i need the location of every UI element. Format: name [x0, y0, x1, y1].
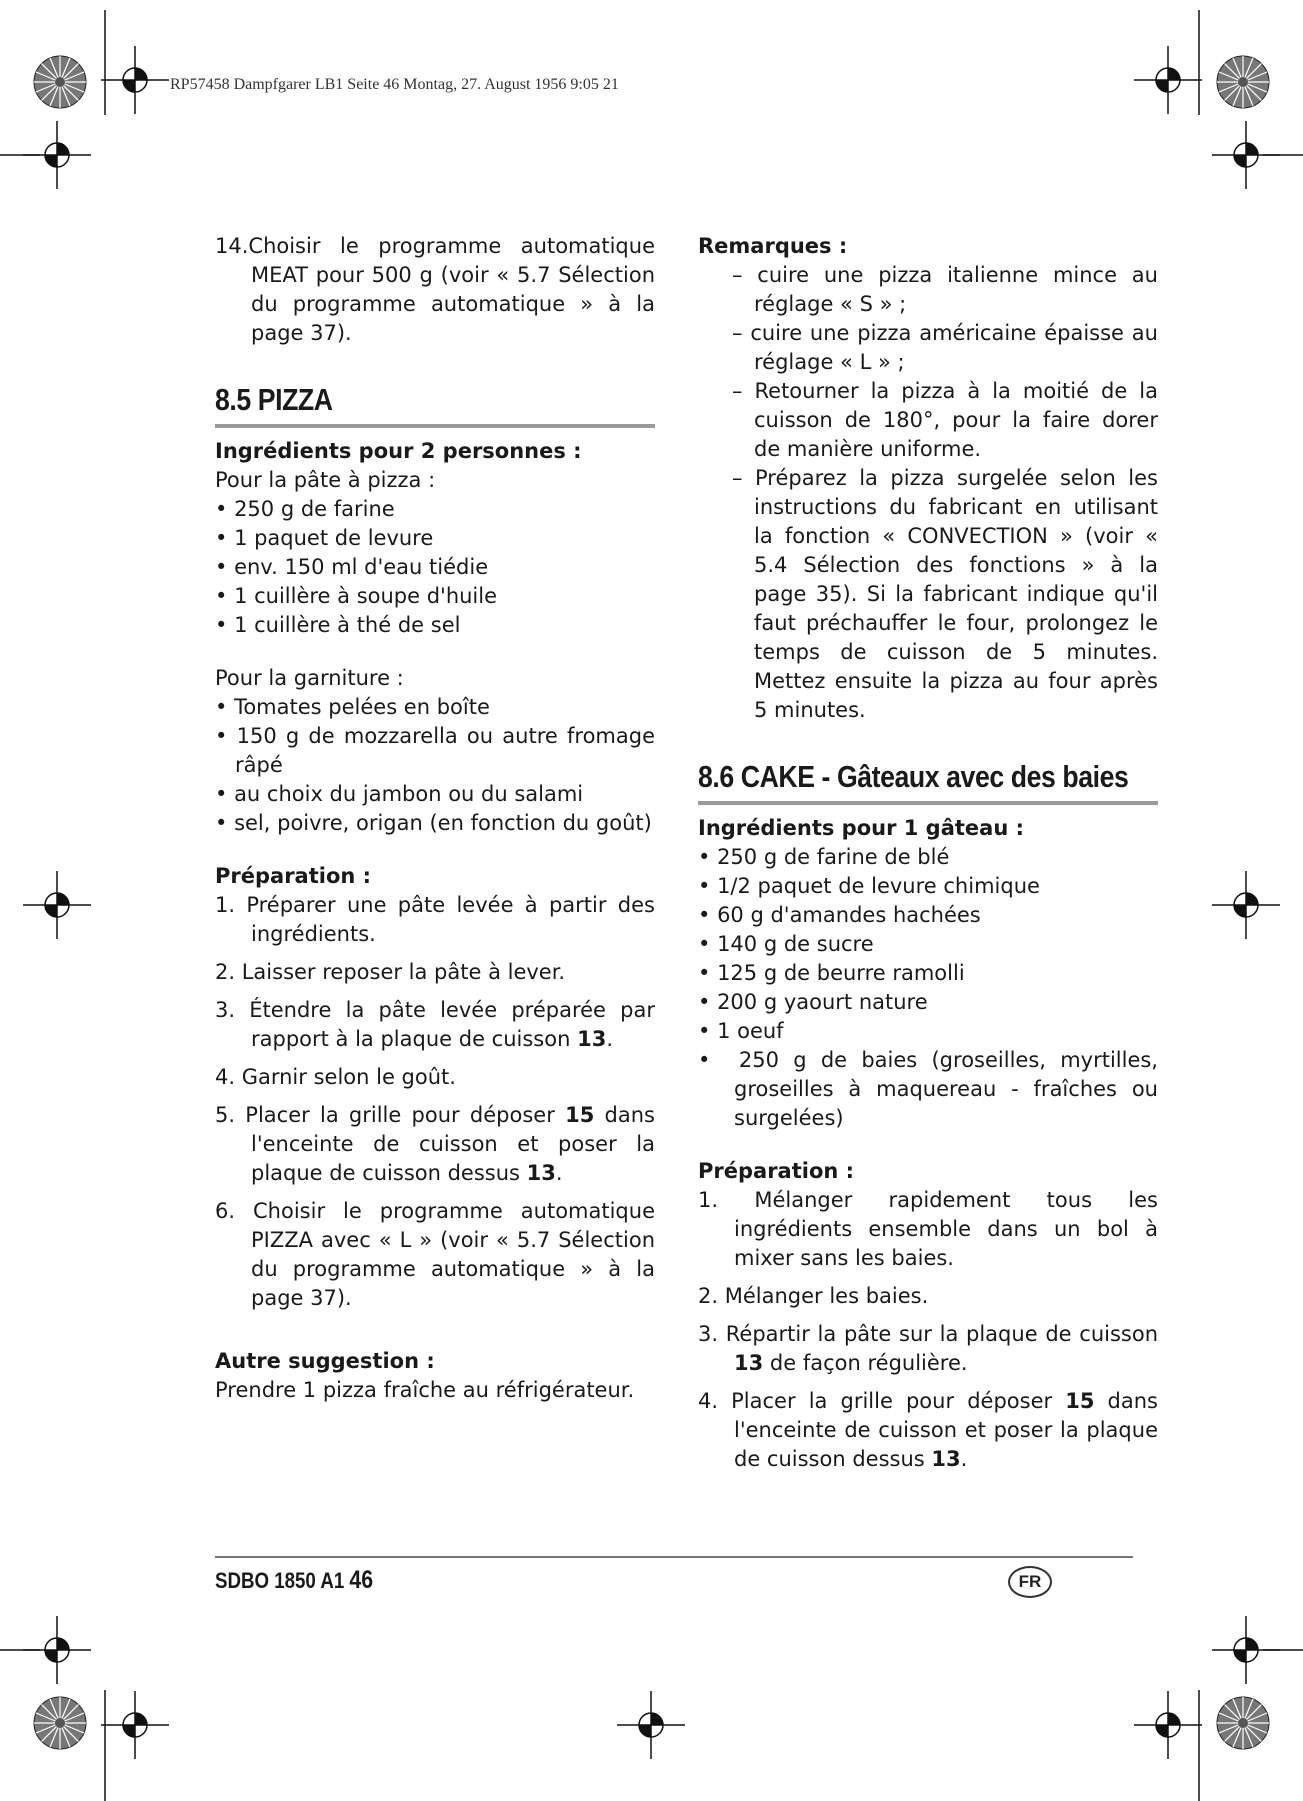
cake-ingredient: • 125 g de beurre ramolli [698, 961, 965, 985]
step-14 [215, 232, 655, 348]
prep-step: 5. Placer la grille pour déposer 15 dans l'enceinte de cuisson et poser la plaque de cuisson dessus 13. [215, 1103, 655, 1185]
cake-ingredient: • 140 g de sucre [698, 932, 874, 956]
prep-step: 3. Étendre la pâte levée préparée par rapport à la plaque de cuisson 13. [215, 998, 655, 1051]
dough-item: • 1 paquet de levure [215, 526, 434, 550]
dough-intro: Pour la pâte à pizza : [215, 468, 436, 492]
footer-rule [215, 1556, 1133, 1558]
prep-step: 6. Choisir le programme automatique PIZZA avec « L » (voir « 5.7 Sélection du programme automatique » à la page 37). [215, 1199, 655, 1310]
section-title-pizza: 8.5 PIZZA [215, 382, 333, 417]
cake-ingredient: • 250 g de baies (groseilles, myrtilles, groseilles à maquereau - fraîches ou surgelées) [698, 1048, 1158, 1130]
remark-item: – cuire une pizza italienne mince au réglage « S » ; [732, 263, 1158, 316]
cake-ingredient: • 1/2 paquet de levure chimique [698, 874, 1040, 898]
cake-ingredient: • 1 oeuf [698, 1019, 784, 1043]
preparation-heading: Préparation : [215, 864, 372, 888]
right-column [698, 232, 1158, 1474]
page-number: 46 [349, 1566, 374, 1594]
topping-item: • Tomates pelées en boîte [215, 695, 490, 719]
cake-step: 1. Mélanger rapidement tous les ingrédients ensemble dans un bol à mixer sans les baies. [698, 1188, 1158, 1270]
other-suggestion-text: Prendre 1 pizza fraîche au réfrigérateur. [215, 1378, 635, 1402]
cake-preparation-heading: Préparation : [698, 1159, 855, 1183]
cake-ingredient: • 60 g d'amandes hachées [698, 903, 981, 927]
section-title-cake: 8.6 CAKE - Gâteaux avec des baies [698, 759, 1129, 794]
step-14-number: 14. [215, 234, 249, 258]
print-slug: RP57458 Dampfgarer LB1 Seite 46 Montag, 27. August 1956 9:05 21 [170, 76, 619, 93]
cake-step: 2. Mélanger les baies. [698, 1284, 929, 1308]
cake-step: 3. Répartir la pâte sur la plaque de cuisson 13 de façon régulière. [698, 1322, 1158, 1375]
dough-item: • 1 cuillère à thé de sel [215, 613, 461, 637]
dough-item: • 250 g de farine [215, 497, 395, 521]
prep-step: 4. Garnir selon le goût. [215, 1065, 456, 1089]
prep-step: 1. Préparer une pâte levée à partir des ingrédients. [215, 893, 655, 946]
model-number: SDBO 1850 A1 [215, 1568, 350, 1593]
topping-intro: Pour la garniture : [215, 666, 404, 690]
cake-ingredients-heading: Ingrédients pour 1 gâteau : [698, 816, 1024, 840]
remark-item: – Retourner la pizza à la moitié de la cuisson de 180°, pour la faire dorer de manière uniforme. [732, 379, 1158, 461]
left-column [215, 232, 655, 1405]
footer-model [215, 1566, 373, 1595]
step-14-text: Choisir le programme automatique MEAT pour 500 g (voir « 5.7 Sélection du programme automatique » à la page 37). [248, 234, 655, 345]
topping-item: • sel, poivre, origan (en fonction du goût) [215, 811, 652, 835]
ingredients-heading: Ingrédients pour 2 personnes : [215, 439, 582, 463]
remark-item: – Préparez la pizza surgelée selon les instructions du fabricant en utilisant la fonction « CONVECTION » (voir « 5.4 Sélection des fonctions » à la page 35). Si la fabricant indique qu'il faut préchauffer le four, prolongez le temps de cuisson de 5 minutes. Mettez ensuite la pizza au four après 5 minutes. [732, 466, 1158, 722]
other-suggestion-heading: Autre suggestion : [215, 1349, 435, 1373]
language-badge: FR [1008, 1566, 1052, 1598]
remark-item: – cuire une pizza américaine épaisse au réglage « L » ; [732, 321, 1158, 374]
cake-ingredient: • 200 g yaourt nature [698, 990, 928, 1014]
prep-step: 2. Laisser reposer la pâte à lever. [215, 960, 566, 984]
cake-step: 4. Placer la grille pour déposer 15 dans l'enceinte de cuisson et poser la plaque de cuisson dessus 13. [698, 1389, 1158, 1471]
cake-ingredient: • 250 g de farine de blé [698, 845, 950, 869]
remarks-heading: Remarques : [698, 234, 848, 258]
topping-item: • 150 g de mozzarella ou autre fromage râpé [215, 724, 655, 777]
dough-item: • env. 150 ml d'eau tiédie [215, 555, 489, 579]
topping-item: • au choix du jambon ou du salami [215, 782, 584, 806]
dough-item: • 1 cuillère à soupe d'huile [215, 584, 498, 608]
